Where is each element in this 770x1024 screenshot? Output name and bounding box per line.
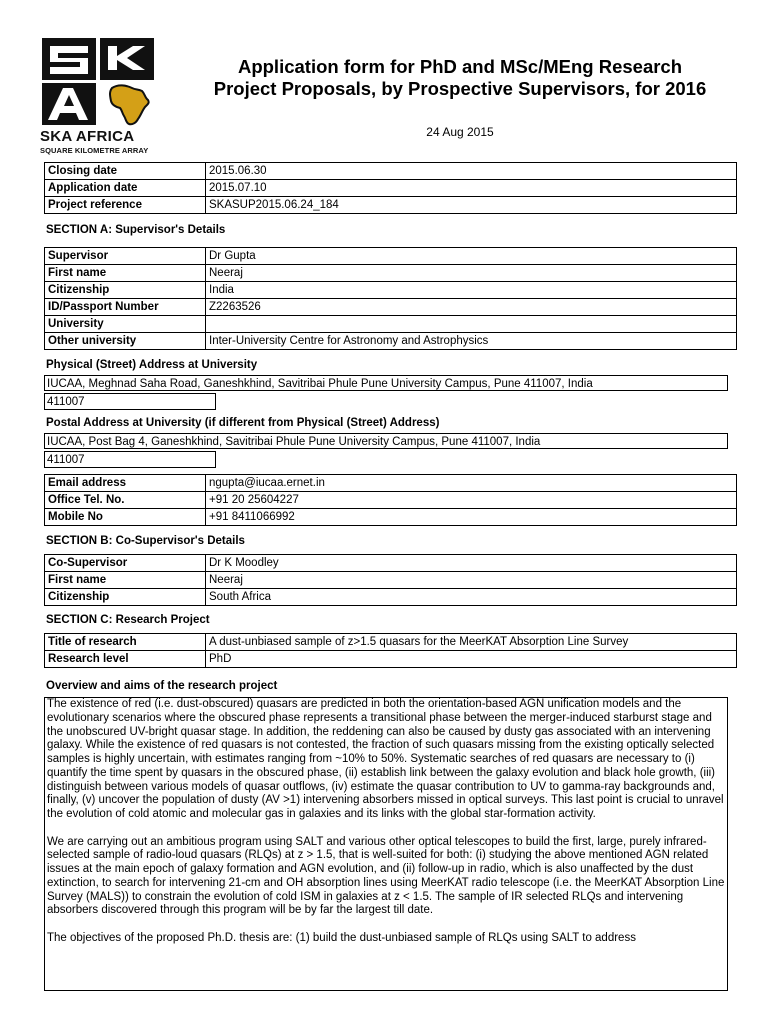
field-label: Research level [45,651,206,668]
field-value[interactable]: ngupta@iucaa.ernet.in [206,475,737,492]
table-row [45,572,737,589]
physical-address-field[interactable]: IUCAA, Meghnad Saha Road, Ganeshkhind, Savitribai Phule Pune University Campus, Pune 411007, India [44,375,728,391]
physical-postcode-field[interactable]: 411007 [44,393,216,410]
overview-text-field[interactable] [44,697,728,991]
field-label: ID/Passport Number [45,299,206,316]
document-date: 24 Aug 2015 [426,125,494,139]
field-value[interactable]: A dust-unbiased sample of z>1.5 quasars for the MeerKAT Absorption Line Survey [206,634,737,651]
title-line-2: Project Proposals, by Prospective Supervisors, for 2016 [213,78,707,99]
field-value[interactable]: 2015.07.10 [206,180,737,197]
section-a-heading: SECTION A: Supervisor's Details [46,224,226,236]
field-value[interactable]: Dr K Moodley [206,555,737,572]
field-label: Closing date [45,163,206,180]
field-label: First name [45,572,206,589]
field-label: Supervisor [45,248,206,265]
section-b-heading: SECTION B: Co-Supervisor's Details [46,535,245,547]
field-label: First name [45,265,206,282]
field-value[interactable]: South Africa [206,589,737,606]
field-label: Other university [45,333,206,350]
table-row [45,299,737,316]
table-row [45,509,737,526]
field-value[interactable]: Z2263526 [206,299,737,316]
field-label: Citizenship [45,589,206,606]
co-supervisor-table [44,554,737,606]
postal-address-heading: Postal Address at University (if different from Physical (Street) Address) [46,417,440,429]
field-label: Office Tel. No. [45,492,206,509]
table-row [45,180,737,197]
field-value[interactable]: SKASUP2015.06.24_184 [206,197,737,214]
field-label: Mobile No [45,509,206,526]
table-row [45,651,737,668]
field-label: Application date [45,180,206,197]
table-row [45,163,737,180]
overview-paragraph: We are carrying out an ambitious program using SALT and various other optical telescopes to build the first, large, purely infrared-selected sample of radio-loud quasars (RLQs) at z > 1.5, that is well-suited for both: (i) studying the above mentioned AGN related issues at the main epoch of galaxy formation and AGN evolution, and (ii) follow-up in radio, which is also unaffected by the dust extinction, to search for intervening 21-cm and OH absorption lines using MeerKAT radio telescope (i.e. the MeerKAT Absorption Line Survey (MALS)) to constrain the evolution of cold ISM in galaxies at z < 1.5. The sample of IR selected RLQs and intervening absorbers discovered through this program will be by far the largest till date. [47,835,725,917]
postal-postcode-field[interactable]: 411007 [44,451,216,468]
table-row [45,555,737,572]
table-row [45,265,737,282]
field-value[interactable]: Dr Gupta [206,248,737,265]
table-row [45,333,737,350]
table-row [45,316,737,333]
field-value[interactable]: PhD [206,651,737,668]
logo-wordmark: SKA AFRICA [40,128,135,145]
table-row [45,492,737,509]
field-value[interactable]: Neeraj [206,265,737,282]
field-value[interactable]: India [206,282,737,299]
field-label: University [45,316,206,333]
overview-paragraph: The objectives of the proposed Ph.D. thesis are: (1) build the dust-unbiased sample of RLQs using SALT to address [47,931,636,944]
field-value[interactable]: +91 20 25604227 [206,492,737,509]
table-row [45,634,737,651]
physical-address-heading: Physical (Street) Address at University [46,359,258,371]
table-row [45,248,737,265]
field-value[interactable]: Neeraj [206,572,737,589]
field-label: Citizenship [45,282,206,299]
document-title [180,56,740,100]
field-value[interactable] [206,316,737,333]
field-label: Project reference [45,197,206,214]
table-row [45,197,737,214]
supervisor-table [44,247,737,350]
field-label: Co-Supervisor [45,555,206,572]
field-label: Email address [45,475,206,492]
postal-address-field[interactable]: IUCAA, Post Bag 4, Ganeshkhind, Savitribai Phule Pune University Campus, Pune 411007, India [44,433,728,449]
overview-paragraph: The existence of red (i.e. dust-obscured) quasars are predicted in both the orientation-based AGN unification models and the evolutionary scenarios where the obscured phase represents a transitional phase between the merger-induced starburst stage and the unobscured UV-bright quasar stage. In addition, the reddening can also be caused by dusty gas associated with an intervening galaxy. While the existence of red quasars is not contested, the fraction of such quasars missing from the existing optically selected samples is highly uncertain, with estimates ranging from ~10% to 50%. Systematic searches of red quasars are necessary to (i) quantify the time spent by quasars in the obscured phase, (ii) establish link between the galaxy evolution and black hole growth, (iii) distinguish between various models of quasar outflows, (iv) estimate the quasar contribution to UV to gamma-ray backgrounds and, finally, (v) uncover the population of dusty (AV >1) intervening absorbers missed in optical surveys. This last point is crucial to unravel the evolution of cold atomic and molecular gas in galaxies and its links with the global star-formation activity. [47,698,724,820]
contact-table [44,474,737,526]
table-row [45,282,737,299]
field-value[interactable]: 2015.06.30 [206,163,737,180]
field-value[interactable]: Inter-University Centre for Astronomy and Astrophysics [206,333,737,350]
table-row [45,475,737,492]
research-table [44,633,737,668]
logo-tagline: SQUARE KILOMETRE ARRAY [40,146,149,155]
field-label: Title of research [45,634,206,651]
table-row [45,589,737,606]
field-value[interactable]: +91 8411066992 [206,509,737,526]
title-line-1: Application form for PhD and MSc/MEng Research [237,56,683,77]
header-table [44,162,737,214]
section-c-heading: SECTION C: Research Project [46,614,210,626]
overview-heading: Overview and aims of the research project [46,680,278,692]
